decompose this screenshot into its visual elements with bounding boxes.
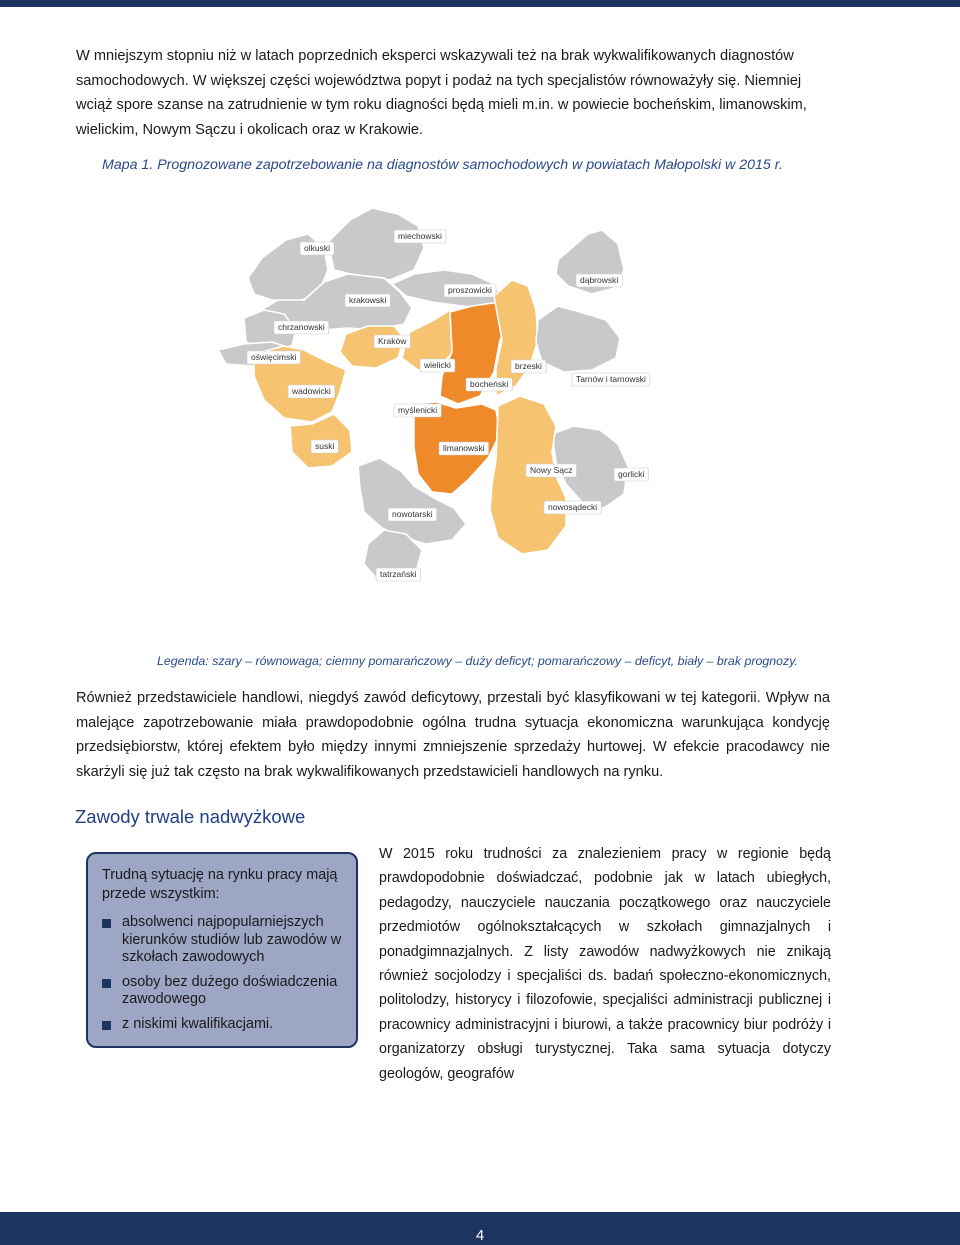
body-paragraph: Również przedstawiciele handlowi, niegdyś zawód deficytowy, przestali być klasyfikowani w tej kategorii. Wpływ na malejące zapotrzebowanie miała prawdopodobnie ogólna trudna sytuacja ekonomiczna warunkująca kondycję przedsiębiorstw, której efektem było między innymi zmniejszenie sprzedaży hurtowej. W efekcie pracodawcy nie skarżyli się już tak często na brak wykwalifikowanych przedstawicieli handlowych na rynku. bbox=[76, 690, 830, 780]
map-region bbox=[536, 306, 620, 372]
map-region-label bbox=[274, 321, 329, 334]
map-region-label bbox=[376, 568, 420, 581]
intro-paragraph: W mniejszym stopniu niż w latach poprzednich eksperci wskazywali też na brak wykwalifikowanych diagnostów samochodowych. W większej części województwa popyt i podaż na tych specjalistów równoważyły się. Niemniej wciąż spore szanse na zatrudnienie w tym roku diagności będą mieli m.in. w powiecie bocheńskim, limanowskim, wielickim, Nowym Sączu i okolicach oraz w Krakowie. bbox=[76, 48, 807, 138]
info-box-list bbox=[102, 914, 342, 1033]
svg-text:myślenicki: myślenicki bbox=[398, 405, 438, 415]
map-region-label bbox=[511, 360, 546, 373]
svg-text:olkuski: olkuski bbox=[304, 243, 330, 253]
map-region-label bbox=[394, 404, 441, 417]
svg-text:tatrzański: tatrzański bbox=[380, 569, 417, 579]
list-item: z niskimi kwalifikacjami. bbox=[102, 1016, 342, 1034]
map-caption: Mapa 1. Prognozowane zapotrzebowanie na diagnostów samochodowych w powiatach Małopolski w 2015 r. bbox=[102, 157, 783, 173]
map-region-label bbox=[394, 230, 446, 243]
top-bar bbox=[0, 0, 960, 7]
svg-text:chrzanowski: chrzanowski bbox=[278, 322, 325, 332]
section-title: Zawody trwale nadwyżkowe bbox=[75, 806, 306, 827]
map-region-label bbox=[300, 242, 334, 255]
svg-text:bocheński: bocheński bbox=[470, 379, 509, 389]
map-region-label bbox=[345, 294, 390, 307]
svg-text:gorlicki: gorlicki bbox=[618, 469, 645, 479]
map-region-label bbox=[576, 274, 622, 287]
right-column-paragraph: W 2015 roku trudności za znalezieniem pracy w regionie będą prawdopodobnie doświadczać, podobnie jak w latach ubiegłych, pedagodzy, nauczyciele nauczania początkowego oraz nauczyciele przedmiotów ogólnokształcących w szkołach gimnazjalnych i ponadgimnazjalnych. Z listy zawodów nadwyżkowych nie znikają również socjolodzy i specjaliści ds. badań społeczno-ekonomicznych, politolodzy, historycy i filozofowie, specjaliści administracji publicznej i pracownicy administracyjni i biurowi, a także pracownicy biur podróży i organizatorzy obsługi turystycznej. Taka sama sytuacja dotyczy geologów, geografów bbox=[379, 846, 831, 1082]
map-region-label bbox=[420, 359, 455, 372]
svg-text:oświęcimski: oświęcimski bbox=[251, 352, 297, 362]
map-region-label bbox=[614, 468, 648, 481]
svg-text:dąbrowski: dąbrowski bbox=[580, 275, 619, 285]
info-box bbox=[86, 852, 358, 1048]
map-region-label bbox=[544, 501, 601, 514]
square-bullet-icon bbox=[102, 1021, 111, 1030]
list-item: absolwenci najpopularniejszych kierunków studiów lub zawodów w szkołach zawodowych bbox=[102, 914, 342, 967]
svg-text:krakowski: krakowski bbox=[349, 295, 387, 305]
svg-text:proszowicki: proszowicki bbox=[448, 285, 492, 295]
map-region-label bbox=[572, 373, 650, 386]
svg-text:Kraków: Kraków bbox=[378, 336, 407, 346]
map-legend: Legenda: szary – równowaga; ciemny pomarańczowy – duży deficyt; pomarańczowy – deficyt, biały – brak prognozy. bbox=[157, 654, 798, 668]
svg-text:nowosądecki: nowosądecki bbox=[548, 502, 598, 512]
map-region-label bbox=[526, 464, 577, 477]
page-number: 4 bbox=[475, 1227, 485, 1244]
svg-text:Nowy Sącz: Nowy Sącz bbox=[530, 465, 573, 475]
svg-text:Tarnów i tarnowski: Tarnów i tarnowski bbox=[576, 374, 646, 384]
svg-text:miechowski: miechowski bbox=[398, 231, 442, 241]
svg-text:wadowicki: wadowicki bbox=[292, 386, 331, 396]
info-box-title: Trudną sytuację na rynku pracy mają przede wszystkim: bbox=[102, 867, 338, 902]
map-region-label bbox=[439, 442, 489, 455]
map-region-label bbox=[466, 378, 512, 391]
svg-text:brzeski: brzeski bbox=[515, 361, 542, 371]
square-bullet-icon bbox=[102, 919, 111, 928]
svg-text:wielicki: wielicki bbox=[424, 360, 451, 370]
map-region-label bbox=[311, 440, 338, 453]
map-region bbox=[328, 208, 424, 280]
svg-text:nowotarski: nowotarski bbox=[392, 509, 433, 519]
map-region-label bbox=[388, 508, 437, 521]
map-svg bbox=[200, 190, 690, 620]
map-region-label bbox=[247, 351, 300, 364]
map-region-label bbox=[444, 284, 496, 297]
powiat-map bbox=[200, 190, 690, 620]
svg-text:limanowski: limanowski bbox=[443, 443, 485, 453]
list-item: osoby bez dużego doświadczenia zawodowego bbox=[102, 974, 342, 1009]
svg-text:suski: suski bbox=[315, 441, 335, 451]
map-region-label bbox=[288, 385, 335, 398]
square-bullet-icon bbox=[102, 979, 111, 988]
map-region-label bbox=[374, 335, 410, 348]
